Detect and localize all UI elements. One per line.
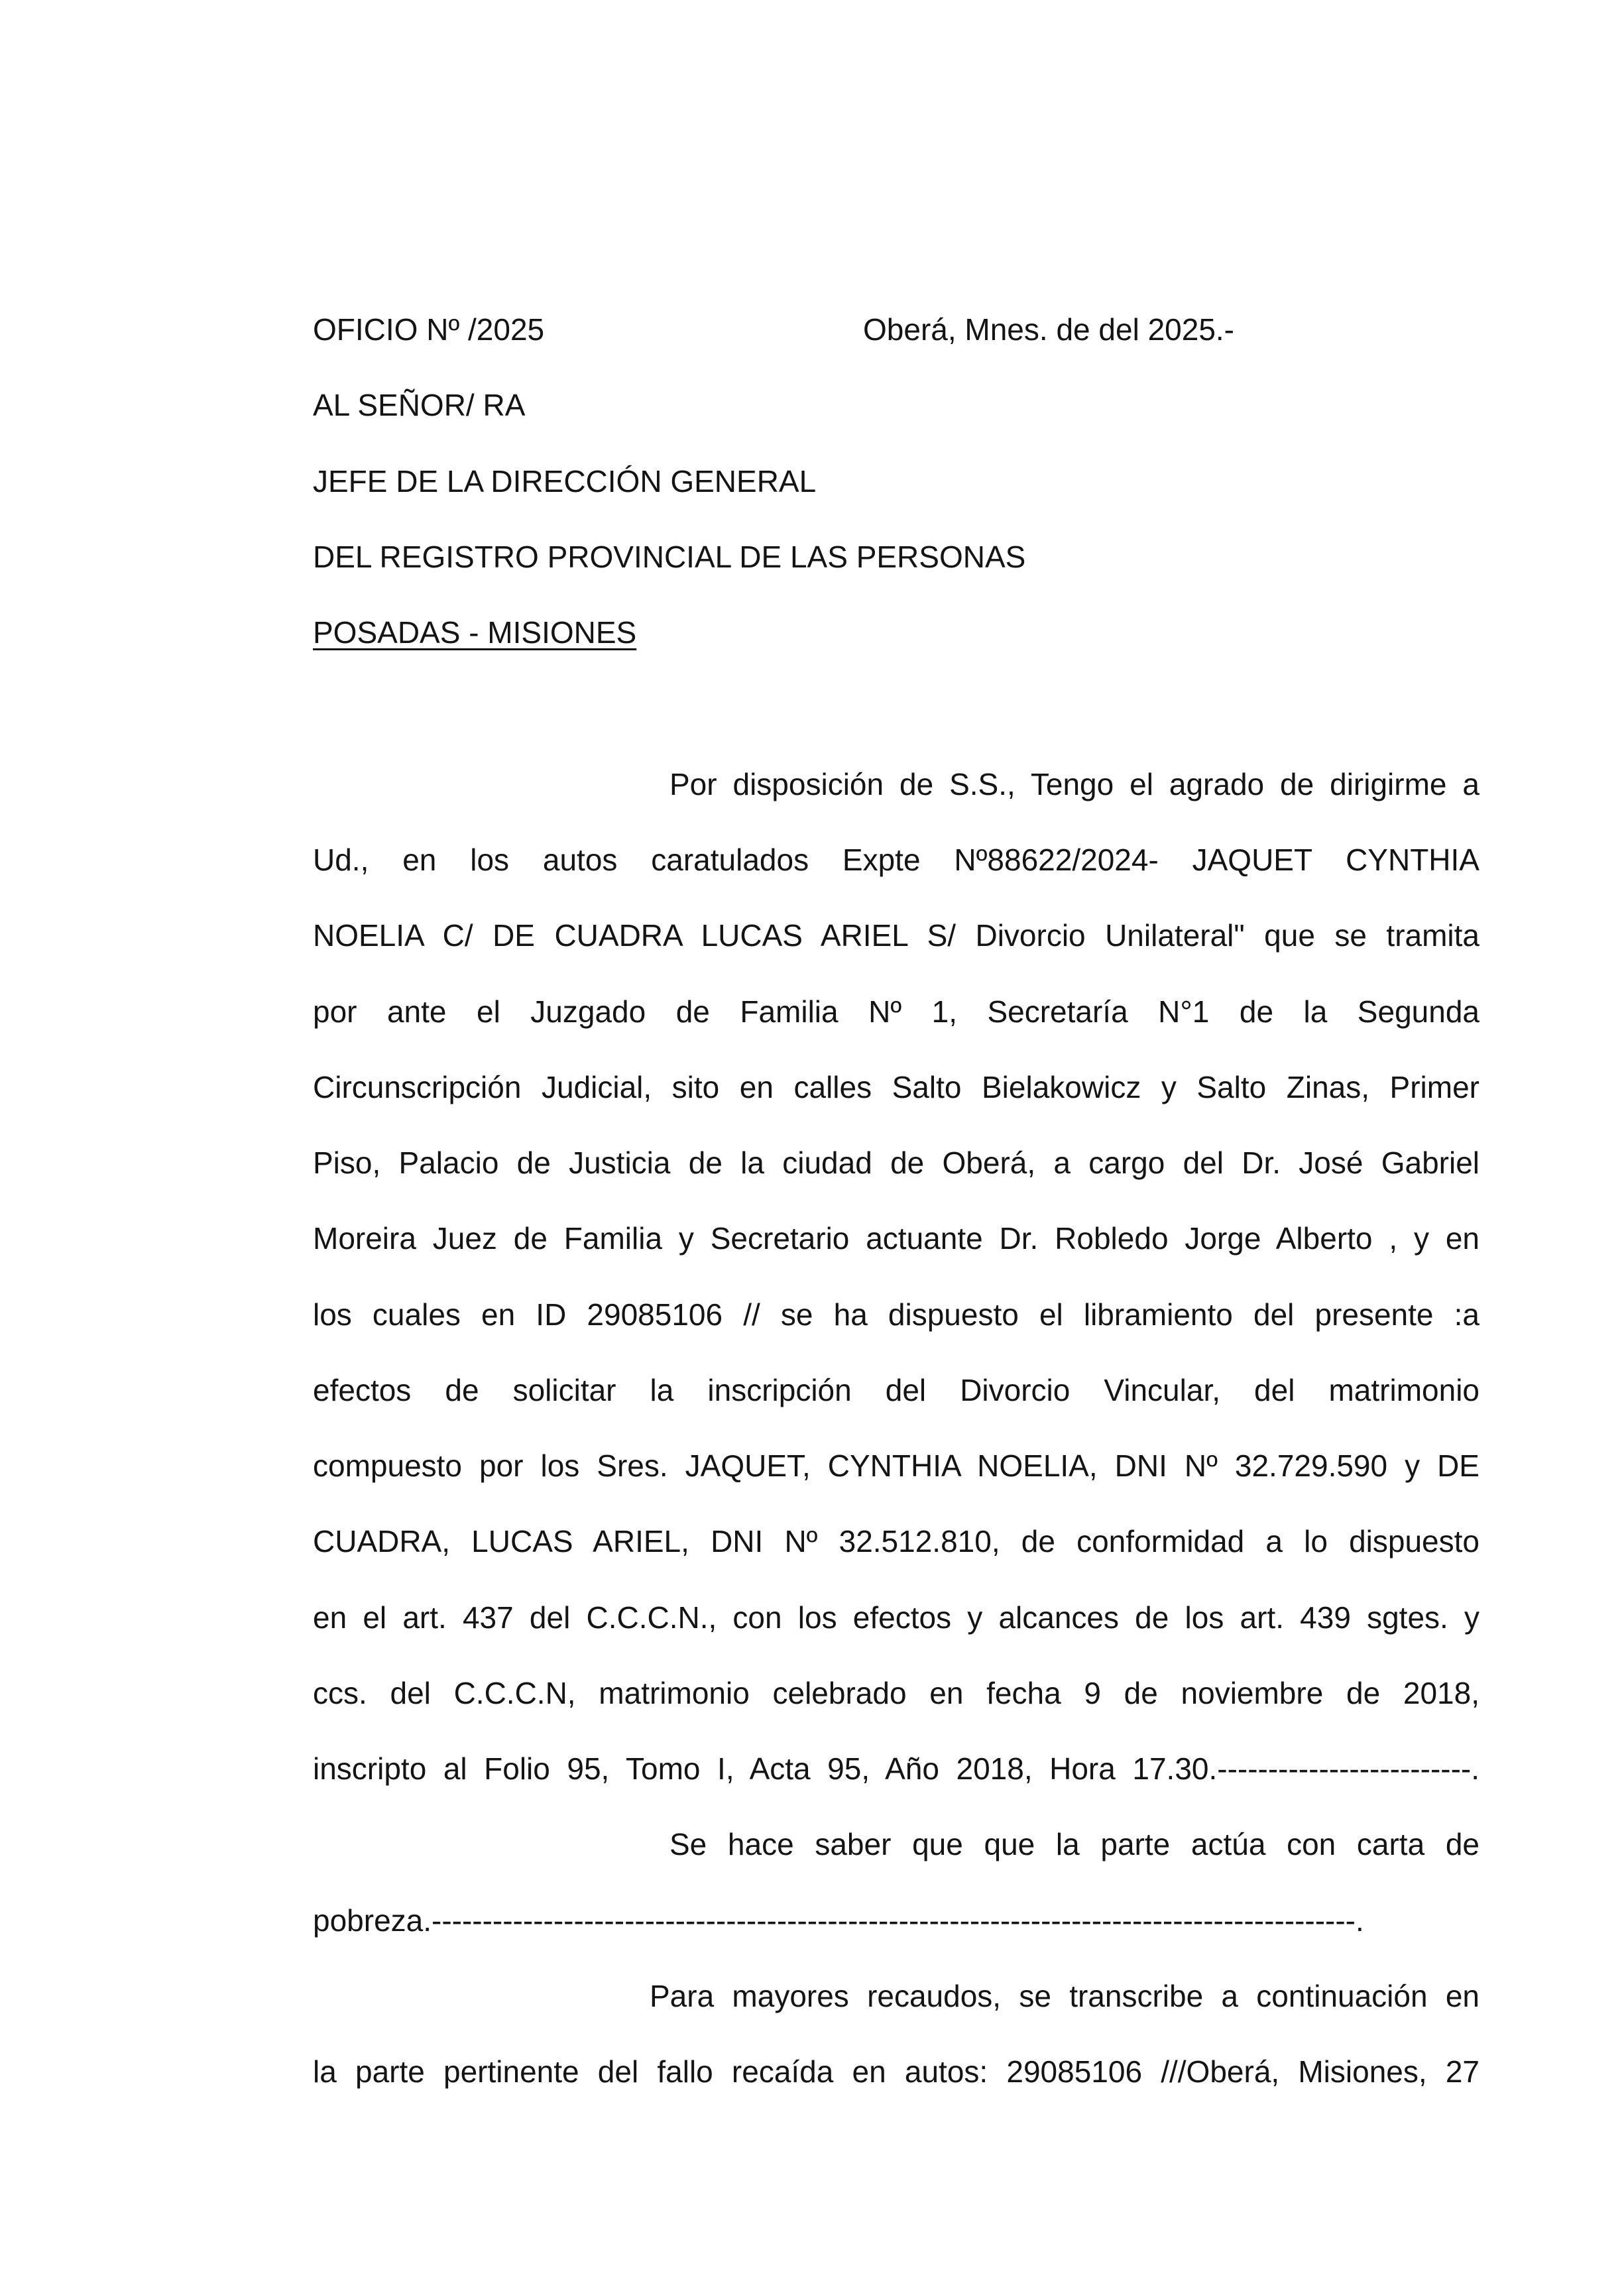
body-p3-line-2: la parte pertinente del fallo recaída en autos: 29085106 ///Oberá, Misiones, 27 xyxy=(313,2054,1479,2089)
addressee-line-2: JEFE DE LA DIRECCIÓN GENERAL xyxy=(313,464,817,499)
addressee-line-4: POSADAS - MISIONES xyxy=(313,615,637,650)
oficio-number: OFICIO Nº /2025 xyxy=(313,312,545,347)
body-p1-line-2: Ud., en los autos caratulados Expte Nº88622/2024- JAQUET CYNTHIA xyxy=(313,843,1479,877)
body-p1-line-7: Moreira Juez de Familia y Secretario actuante Dr. Robledo Jorge Alberto , y en xyxy=(313,1221,1479,1256)
body-p1-line-8: los cuales en ID 29085106 // se ha dispuesto el libramiento del presente :a xyxy=(313,1297,1479,1332)
addressee-line-3: DEL REGISTRO PROVINCIAL DE LAS PERSONAS xyxy=(313,540,1026,574)
body-p1-line-6: Piso, Palacio de Justicia de la ciudad de Oberá, a cargo del Dr. José Gabriel xyxy=(313,1146,1479,1180)
body-p1-line-9: efectos de solicitar la inscripción del Divorcio Vincular, del matrimonio xyxy=(313,1373,1479,1407)
body-p1-line-4: por ante el Juzgado de Familia Nº 1, Secretaría N°1 de la Segunda xyxy=(313,994,1479,1029)
body-p1-line-3: NOELIA C/ DE CUADRA LUCAS ARIEL S/ Divorcio Unilateral" que se tramita xyxy=(313,918,1479,953)
body-p1-line-11: CUADRA, LUCAS ARIEL, DNI Nº 32.512.810, de conformidad a lo dispuesto xyxy=(313,1524,1479,1559)
body-p1-line-12: en el art. 437 del C.C.C.N., con los efectos y alcances de los art. 439 sgtes. y xyxy=(313,1600,1479,1635)
body-p1-line-13: ccs. del C.C.C.N, matrimonio celebrado en fecha 9 de noviembre de 2018, xyxy=(313,1676,1479,1710)
body-p2-line-1: Se hace saber que que la parte actúa con carta de xyxy=(669,1827,1479,1861)
document-date: Oberá, Mnes. de del 2025.- xyxy=(863,312,1234,347)
body-p3-line-1: Para mayores recaudos, se transcribe a continuación en xyxy=(650,1979,1479,2013)
body-p1-line-5: Circunscripción Judicial, sito en calles Salto Bielakowicz y Salto Zinas, Primer xyxy=(313,1070,1479,1104)
body-p1-line-1: Por disposición de S.S., Tengo el agrado de dirigirme a xyxy=(669,767,1479,801)
body-p2-line-2: pobreza.-------------------------------------------------------------------------------------------. xyxy=(313,1903,1364,1938)
body-p1-line-14: inscripto al Folio 95, Tomo I, Acta 95, Año 2018, Hora 17.30.-------------------------. xyxy=(313,1751,1479,1786)
addressee-line-1: AL SEÑOR/ RA xyxy=(313,388,526,422)
body-p1-line-10: compuesto por los Sres. JAQUET, CYNTHIA NOELIA, DNI Nº 32.729.590 y DE xyxy=(313,1448,1479,1483)
